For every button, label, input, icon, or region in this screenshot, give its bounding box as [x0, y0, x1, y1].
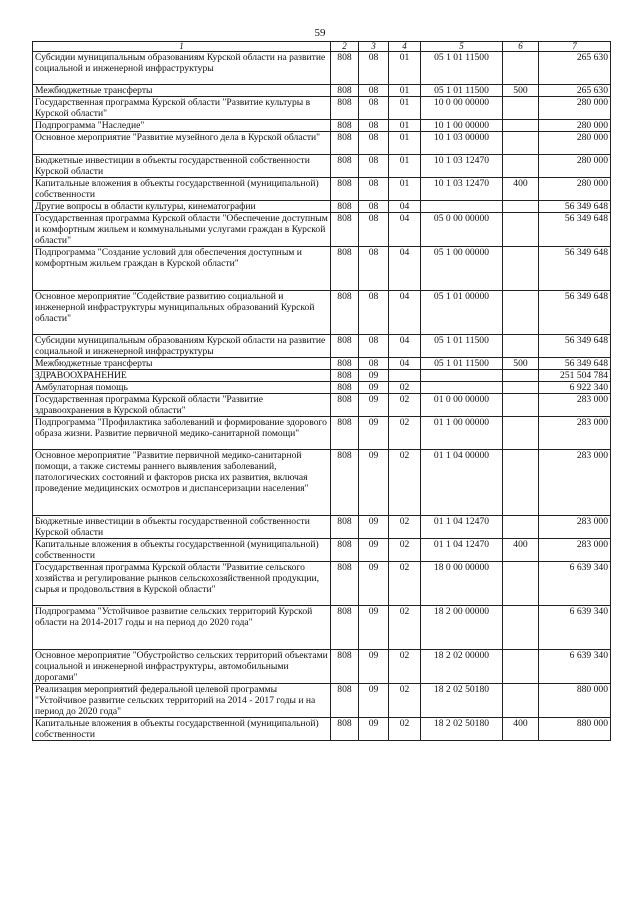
- table-row: [33, 606, 611, 650]
- column-number-row: [33, 42, 611, 52]
- column-number: 6: [503, 42, 539, 52]
- cell-vr: [503, 370, 539, 382]
- cell-csr: [421, 382, 503, 394]
- cell-rz: 09: [359, 562, 389, 606]
- cell-pr: 02: [389, 718, 421, 741]
- cell-name: Подпрограмма "Создание условий для обеспечения доступным и комфортным жильем граждан в Курской области": [33, 247, 331, 291]
- cell-pr: 02: [389, 382, 421, 394]
- cell-vr: [503, 213, 539, 247]
- cell-csr: 10 1 00 00000: [421, 120, 503, 132]
- cell-csr: 10 1 03 00000: [421, 132, 503, 155]
- cell-name: Межбюджетные трансферты: [33, 358, 331, 370]
- cell-name: Бюджетные инвестиции в объекты государственной собственности Курской области: [33, 516, 331, 539]
- cell-csr: 01 1 04 00000: [421, 450, 503, 516]
- cell-rz: 09: [359, 382, 389, 394]
- table-row: [33, 213, 611, 247]
- cell-rz: 08: [359, 120, 389, 132]
- cell-csr: 01 1 04 12470: [421, 516, 503, 539]
- cell-ved: 808: [331, 178, 359, 201]
- cell-sum: 56 349 648: [539, 201, 611, 213]
- cell-rz: 08: [359, 85, 389, 97]
- table-row: [33, 417, 611, 450]
- cell-pr: 01: [389, 132, 421, 155]
- cell-rz: 09: [359, 370, 389, 382]
- cell-rz: 09: [359, 450, 389, 516]
- cell-rz: 08: [359, 291, 389, 335]
- cell-vr: [503, 201, 539, 213]
- cell-vr: [503, 247, 539, 291]
- cell-pr: 02: [389, 684, 421, 718]
- cell-name: Субсидии муниципальным образованиям Курской области на развитие социальной и инженерной инфраструктуры: [33, 335, 331, 358]
- cell-rz: 08: [359, 178, 389, 201]
- column-number: 2: [331, 42, 359, 52]
- cell-csr: 05 0 00 00000: [421, 213, 503, 247]
- cell-pr: 02: [389, 539, 421, 562]
- cell-pr: 01: [389, 155, 421, 178]
- cell-ved: 808: [331, 370, 359, 382]
- cell-name: Капитальные вложения в объекты государственной (муниципальной) собственности: [33, 539, 331, 562]
- cell-pr: 04: [389, 201, 421, 213]
- cell-ved: 808: [331, 718, 359, 741]
- cell-csr: 18 2 02 50180: [421, 718, 503, 741]
- table-row: [33, 132, 611, 155]
- cell-name: Государственная программа Курской области "Обеспечение доступным и комфортным жильем и коммунальными услугами граждан в Курской области": [33, 213, 331, 247]
- cell-ved: 808: [331, 291, 359, 335]
- cell-csr: [421, 201, 503, 213]
- table-row: [33, 201, 611, 213]
- cell-name: Бюджетные инвестиции в объекты государственной собственности Курской области: [33, 155, 331, 178]
- cell-vr: [503, 516, 539, 539]
- column-number: 1: [33, 42, 331, 52]
- page-number: 59: [314, 27, 326, 39]
- cell-pr: 02: [389, 394, 421, 417]
- cell-pr: 02: [389, 450, 421, 516]
- cell-pr: 04: [389, 247, 421, 291]
- cell-ved: 808: [331, 417, 359, 450]
- cell-ved: 808: [331, 97, 359, 120]
- cell-vr: [503, 450, 539, 516]
- table-row: [33, 97, 611, 120]
- cell-pr: 02: [389, 516, 421, 539]
- cell-pr: 01: [389, 120, 421, 132]
- cell-ved: 808: [331, 650, 359, 684]
- cell-rz: 09: [359, 650, 389, 684]
- cell-pr: 01: [389, 52, 421, 85]
- cell-sum: 6 639 340: [539, 650, 611, 684]
- table-row: [33, 247, 611, 291]
- cell-vr: 400: [503, 178, 539, 201]
- cell-pr: 01: [389, 178, 421, 201]
- cell-name: Подпрограмма "Профилактика заболеваний и формирование здорового образа жизни. Развитие первичной медико-санитарной помощи": [33, 417, 331, 450]
- table-row: [33, 85, 611, 97]
- cell-sum: 280 000: [539, 132, 611, 155]
- cell-name: Основное мероприятие "Развитие музейного дела в Курской области": [33, 132, 331, 155]
- cell-ved: 808: [331, 201, 359, 213]
- cell-name: Основное мероприятие "Содействие развитию социальной и инженерной инфраструктуры муниципальных образований Курской области": [33, 291, 331, 335]
- cell-csr: 18 2 02 50180: [421, 684, 503, 718]
- cell-csr: [421, 370, 503, 382]
- cell-vr: [503, 120, 539, 132]
- cell-vr: [503, 417, 539, 450]
- cell-vr: [503, 155, 539, 178]
- cell-sum: 56 349 648: [539, 247, 611, 291]
- cell-ved: 808: [331, 606, 359, 650]
- cell-ved: 808: [331, 684, 359, 718]
- cell-sum: 265 630: [539, 52, 611, 85]
- cell-rz: 08: [359, 201, 389, 213]
- cell-name: Государственная программа Курской области "Развитие культуры в Курской области": [33, 97, 331, 120]
- cell-sum: 283 000: [539, 417, 611, 450]
- cell-csr: 01 1 04 12470: [421, 539, 503, 562]
- cell-name: Межбюджетные трансферты: [33, 85, 331, 97]
- cell-sum: 283 000: [539, 394, 611, 417]
- cell-vr: [503, 335, 539, 358]
- cell-rz: 08: [359, 335, 389, 358]
- cell-pr: 04: [389, 335, 421, 358]
- column-number: 7: [539, 42, 611, 52]
- cell-pr: 01: [389, 97, 421, 120]
- cell-sum: 56 349 648: [539, 358, 611, 370]
- cell-name: Капитальные вложения в объекты государственной (муниципальной) собственности: [33, 718, 331, 741]
- cell-ved: 808: [331, 450, 359, 516]
- table-row: [33, 358, 611, 370]
- cell-name: Подпрограмма "Устойчивое развитие сельских территорий Курской области на 2014-2017 годы и на период до 2020 года": [33, 606, 331, 650]
- cell-pr: 02: [389, 606, 421, 650]
- cell-vr: [503, 291, 539, 335]
- table-row: [33, 650, 611, 684]
- cell-rz: 09: [359, 516, 389, 539]
- cell-ved: 808: [331, 382, 359, 394]
- cell-sum: 280 000: [539, 97, 611, 120]
- budget-table: [32, 41, 611, 741]
- cell-vr: 400: [503, 718, 539, 741]
- cell-vr: 500: [503, 358, 539, 370]
- cell-csr: 05 1 01 11500: [421, 52, 503, 85]
- cell-sum: 56 349 648: [539, 213, 611, 247]
- cell-vr: [503, 97, 539, 120]
- cell-pr: 04: [389, 291, 421, 335]
- table-body: [33, 52, 611, 741]
- cell-csr: 01 0 00 00000: [421, 394, 503, 417]
- cell-ved: 808: [331, 394, 359, 417]
- cell-name: Основное мероприятие "Развитие первичной медико-санитарной помощи, а также системы раннего выявления заболеваний, патологических состояний и факторов риска их развития, включая проведение медицинских осмотров и диспансеризации населения": [33, 450, 331, 516]
- cell-vr: [503, 52, 539, 85]
- cell-pr: 02: [389, 417, 421, 450]
- cell-rz: 09: [359, 684, 389, 718]
- cell-csr: 10 0 00 00000: [421, 97, 503, 120]
- column-number: 3: [359, 42, 389, 52]
- column-number: 4: [389, 42, 421, 52]
- cell-rz: 08: [359, 97, 389, 120]
- table-row: [33, 718, 611, 741]
- cell-ved: 808: [331, 358, 359, 370]
- cell-ved: 808: [331, 247, 359, 291]
- cell-sum: 280 000: [539, 178, 611, 201]
- cell-vr: 400: [503, 539, 539, 562]
- table-row: [33, 516, 611, 539]
- cell-ved: 808: [331, 539, 359, 562]
- table-row: [33, 178, 611, 201]
- table-row: [33, 155, 611, 178]
- cell-vr: [503, 650, 539, 684]
- cell-sum: 280 000: [539, 120, 611, 132]
- table-row: [33, 370, 611, 382]
- cell-rz: 08: [359, 52, 389, 85]
- cell-rz: 08: [359, 358, 389, 370]
- cell-pr: [389, 370, 421, 382]
- cell-name: Подпрограмма "Наследие": [33, 120, 331, 132]
- cell-ved: 808: [331, 155, 359, 178]
- cell-pr: 02: [389, 562, 421, 606]
- cell-sum: 56 349 648: [539, 335, 611, 358]
- table-row: [33, 684, 611, 718]
- table-row: [33, 291, 611, 335]
- cell-ved: 808: [331, 85, 359, 97]
- cell-name: Основное мероприятие "Обустройство сельских территорий объектами социальной и инженерной инфраструктуры, автомобильными дорогами": [33, 650, 331, 684]
- cell-ved: 808: [331, 335, 359, 358]
- cell-sum: 283 000: [539, 450, 611, 516]
- table-row: [33, 394, 611, 417]
- cell-ved: 808: [331, 132, 359, 155]
- cell-sum: 56 349 648: [539, 291, 611, 335]
- cell-sum: 283 000: [539, 539, 611, 562]
- cell-sum: 251 504 784: [539, 370, 611, 382]
- cell-name: Реализация мероприятий федеральной целевой программы "Устойчивое развитие сельских территорий на 2014 - 2017 годы и на период до 2020 года": [33, 684, 331, 718]
- table-row: [33, 450, 611, 516]
- cell-csr: 18 2 00 00000: [421, 606, 503, 650]
- cell-vr: 500: [503, 85, 539, 97]
- cell-vr: [503, 394, 539, 417]
- table-row: [33, 382, 611, 394]
- cell-ved: 808: [331, 120, 359, 132]
- cell-name: Капитальные вложения в объекты государственной (муниципальной) собственности: [33, 178, 331, 201]
- table-row: [33, 120, 611, 132]
- cell-rz: 09: [359, 539, 389, 562]
- cell-csr: 05 1 00 00000: [421, 247, 503, 291]
- cell-csr: 05 1 01 11500: [421, 335, 503, 358]
- column-number: 5: [421, 42, 503, 52]
- cell-ved: 808: [331, 52, 359, 85]
- cell-csr: 18 2 02 00000: [421, 650, 503, 684]
- cell-sum: 283 000: [539, 516, 611, 539]
- cell-vr: [503, 132, 539, 155]
- cell-rz: 08: [359, 132, 389, 155]
- cell-csr: 01 1 00 00000: [421, 417, 503, 450]
- cell-name: Другие вопросы в области культуры, кинематографии: [33, 201, 331, 213]
- cell-name: Государственная программа Курской области "Развитие сельского хозяйства и регулирование рынков сельскохозяйственной продукции, сырья и продовольствия в Курской области": [33, 562, 331, 606]
- cell-sum: 880 000: [539, 718, 611, 741]
- cell-name: Субсидии муниципальным образованиям Курской области на развитие социальной и инженерной инфраструктуры: [33, 52, 331, 85]
- cell-csr: 05 1 01 00000: [421, 291, 503, 335]
- table-row: [33, 52, 611, 85]
- cell-rz: 09: [359, 718, 389, 741]
- cell-name: Амбулаторная помощь: [33, 382, 331, 394]
- cell-rz: 08: [359, 155, 389, 178]
- cell-sum: 6 639 340: [539, 562, 611, 606]
- cell-rz: 08: [359, 213, 389, 247]
- cell-ved: 808: [331, 213, 359, 247]
- cell-pr: 04: [389, 358, 421, 370]
- cell-sum: 280 000: [539, 155, 611, 178]
- cell-rz: 09: [359, 417, 389, 450]
- cell-vr: [503, 606, 539, 650]
- cell-rz: 08: [359, 247, 389, 291]
- table-row: [33, 539, 611, 562]
- cell-vr: [503, 684, 539, 718]
- cell-sum: 880 000: [539, 684, 611, 718]
- table-row: [33, 335, 611, 358]
- table-row: [33, 562, 611, 606]
- cell-rz: 09: [359, 606, 389, 650]
- cell-rz: 09: [359, 394, 389, 417]
- cell-pr: 04: [389, 213, 421, 247]
- cell-csr: 10 1 03 12470: [421, 155, 503, 178]
- cell-csr: 10 1 03 12470: [421, 178, 503, 201]
- cell-vr: [503, 382, 539, 394]
- cell-pr: 02: [389, 650, 421, 684]
- cell-csr: 05 1 01 11500: [421, 85, 503, 97]
- cell-name: ЗДРАВООХРАНЕНИЕ: [33, 370, 331, 382]
- cell-csr: 05 1 01 11500: [421, 358, 503, 370]
- cell-ved: 808: [331, 562, 359, 606]
- cell-csr: 18 0 00 00000: [421, 562, 503, 606]
- cell-sum: 6 922 340: [539, 382, 611, 394]
- cell-sum: 265 630: [539, 85, 611, 97]
- cell-ved: 808: [331, 516, 359, 539]
- cell-vr: [503, 562, 539, 606]
- cell-sum: 6 639 340: [539, 606, 611, 650]
- cell-name: Государственная программа Курской области "Развитие здравоохранения в Курской области": [33, 394, 331, 417]
- cell-pr: 01: [389, 85, 421, 97]
